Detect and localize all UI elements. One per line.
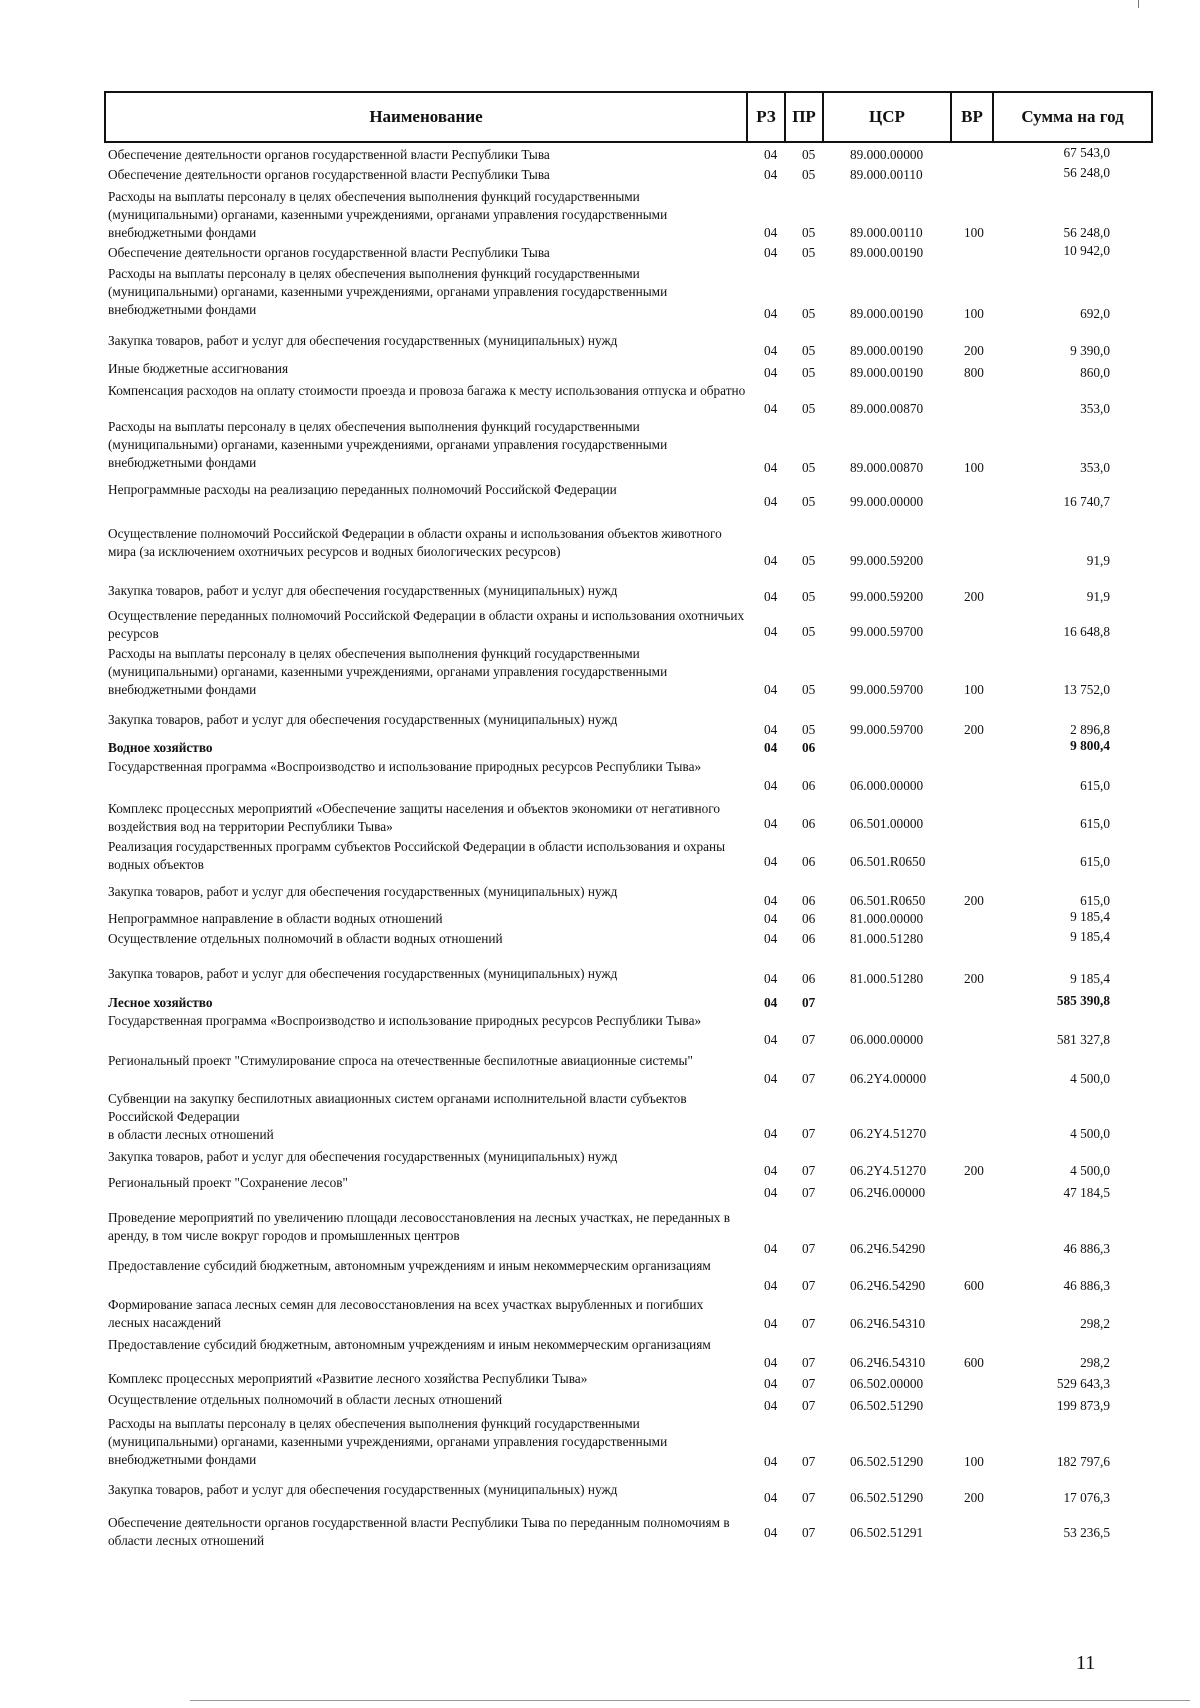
- row-sum: 529 643,3: [1056, 1376, 1110, 1391]
- row-rz: 04: [764, 553, 778, 568]
- row-sum: 56 248,0: [1063, 225, 1110, 240]
- row-rz: 04: [764, 589, 778, 604]
- row-name: Закупка товаров, работ и услуг для обеспечения государственных (муниципальных) нужд: [108, 1482, 618, 1497]
- row-rz: 04: [764, 816, 778, 831]
- header-name: Наименование: [106, 93, 748, 141]
- row-pr: 07: [802, 1126, 816, 1141]
- row-vr: 800: [964, 365, 984, 380]
- row-rz: 04: [764, 1376, 778, 1391]
- row-sum: 56 248,0: [1063, 165, 1110, 180]
- row-rz: 04: [764, 624, 778, 639]
- row-sum: 16 648,8: [1063, 624, 1110, 639]
- row-pr: 06: [802, 911, 816, 926]
- row-rz: 04: [764, 778, 778, 793]
- row-vr: 600: [964, 1355, 984, 1370]
- row-csr: 89.000.00870: [850, 460, 924, 475]
- row-name: Непрограммное направление в области водных отношений: [108, 911, 443, 926]
- row-csr: 06.2Y4.51270: [850, 1163, 927, 1178]
- row-name: Проведение мероприятий по увеличению площади лесовосстановления на лесных участках, не переданных в аренду, в том числе вокруг городов и промышленных центров: [108, 1210, 731, 1243]
- row-pr: 05: [802, 245, 816, 260]
- row-pr: 07: [802, 1185, 816, 1200]
- row-rz: 04: [764, 460, 778, 475]
- row-csr: 81.000.51280: [850, 971, 924, 986]
- row-pr: 07: [802, 1525, 816, 1540]
- row-sum: 17 076,3: [1063, 1490, 1110, 1505]
- row-name: Непрограммные расходы на реализацию переданных полномочий Российской Федерации: [108, 482, 617, 497]
- row-vr: 100: [964, 1454, 984, 1469]
- row-pr: 06: [802, 778, 816, 793]
- row-name: Государственная программа «Воспроизводство и использование природных ресурсов Республики Тыва»: [108, 1013, 702, 1028]
- row-csr: 89.000.00190: [850, 365, 924, 380]
- row-sum: 46 886,3: [1063, 1241, 1110, 1256]
- row-csr: 89.000.00190: [850, 245, 924, 260]
- header-rz: РЗ: [748, 93, 786, 141]
- row-csr: 06.2Y4.51270: [850, 1126, 927, 1141]
- row-name: Предоставление субсидий бюджетным, автономным учреждениям и иным некоммерческим организациям: [108, 1258, 711, 1273]
- row-pr: 05: [802, 401, 816, 416]
- row-csr: 06.000.00000: [850, 778, 924, 793]
- row-rz: 04: [764, 1278, 778, 1293]
- row-sum: 10 942,0: [1063, 243, 1110, 258]
- row-csr: 06.2Ч6.54310: [850, 1316, 926, 1331]
- row-rz: 04: [764, 147, 778, 162]
- row-csr: 06.000.00000: [850, 1032, 924, 1047]
- row-pr: 07: [802, 1278, 816, 1293]
- row-rz: 04: [764, 245, 778, 260]
- row-csr: 99.000.59200: [850, 589, 924, 604]
- row-pr: 07: [802, 1163, 816, 1178]
- row-rz: 04: [764, 1525, 778, 1540]
- row-pr: 06: [802, 740, 816, 755]
- row-sum: 298,2: [1080, 1316, 1110, 1331]
- row-name: Иные бюджетные ассигнования: [108, 361, 289, 376]
- row-sum: 91,9: [1086, 553, 1110, 568]
- row-name: Расходы на выплаты персоналу в целях обеспечения выполнения функций государственными (муниципальными) органами, казенными учреждениями, органами управления государственными внебюджетными фондами: [108, 266, 668, 317]
- row-rz: 04: [764, 401, 778, 416]
- row-name: Комплекс процессных мероприятий «Развитие лесного хозяйства Республики Тыва»: [108, 1371, 588, 1386]
- row-csr: 99.000.59700: [850, 722, 924, 737]
- row-sum: 9 390,0: [1070, 343, 1110, 358]
- row-name: Осуществление полномочий Российской Федерации в области охраны и использования объектов животного мира (за исключением охотничьих ресурсов и водных биологических ресурсов): [108, 526, 722, 559]
- row-rz: 04: [764, 225, 778, 240]
- row-csr: 89.000.00190: [850, 343, 924, 358]
- row-rz: 04: [764, 995, 778, 1010]
- row-pr: 06: [802, 893, 816, 908]
- header-sum: Сумма на год: [1021, 107, 1124, 126]
- row-csr: 06.502.51291: [850, 1525, 924, 1540]
- row-name: Закупка товаров, работ и услуг для обеспечения государственных (муниципальных) нужд: [108, 966, 618, 981]
- row-csr: 99.000.59700: [850, 624, 924, 639]
- row-csr: 89.000.00110: [850, 167, 923, 182]
- row-csr: 99.000.59700: [850, 682, 924, 697]
- row-pr: 05: [802, 225, 816, 240]
- row-csr: 89.000.00870: [850, 401, 924, 416]
- row-csr: 06.2Ч6.54290: [850, 1278, 926, 1293]
- row-rz: 04: [764, 167, 778, 182]
- row-csr: 06.502.51290: [850, 1490, 924, 1505]
- row-name: Обеспечение деятельности органов государственной власти Республики Тыва по переданным полномочиям в области лесных отношений: [108, 1515, 730, 1548]
- row-name: Обеспечение деятельности органов государственной власти Республики Тыва: [108, 245, 550, 260]
- row-pr: 07: [802, 1376, 816, 1391]
- row-sum: 860,0: [1080, 365, 1110, 380]
- row-pr: 05: [802, 167, 816, 182]
- row-pr: 05: [802, 365, 816, 380]
- row-sum: 615,0: [1080, 778, 1110, 793]
- row-csr: 99.000.00000: [850, 494, 924, 509]
- row-sum: 47 184,5: [1063, 1185, 1110, 1200]
- row-name: Осуществление отдельных полномочий в области водных отношений: [108, 931, 503, 946]
- row-rz: 04: [764, 1398, 778, 1413]
- row-sum: 91,9: [1086, 589, 1110, 604]
- row-sum: 298,2: [1080, 1355, 1110, 1370]
- row-sum: 692,0: [1080, 306, 1110, 321]
- row-pr: 05: [802, 343, 816, 358]
- row-csr: 06.2Ч6.00000: [850, 1185, 926, 1200]
- row-csr: 06.2Ч6.54290: [850, 1241, 926, 1256]
- row-sum: 2 896,8: [1070, 722, 1110, 737]
- row-pr: 05: [802, 460, 816, 475]
- row-name: Осуществление отдельных полномочий в области лесных отношений: [108, 1392, 503, 1407]
- row-rz: 04: [764, 1126, 778, 1141]
- row-pr: 05: [802, 682, 816, 697]
- row-name: Формирование запаса лесных семян для лесовосстановления на всех участках вырубленных и погибших лесных насаждений: [108, 1297, 704, 1330]
- row-sum: 182 797,6: [1056, 1454, 1110, 1469]
- row-rz: 04: [764, 1071, 778, 1086]
- row-rz: 04: [764, 306, 778, 321]
- row-sum: 581 327,8: [1056, 1032, 1110, 1047]
- row-vr: 200: [964, 1490, 984, 1505]
- row-sum: 615,0: [1080, 816, 1110, 831]
- row-name: Закупка товаров, работ и услуг для обеспечения государственных (муниципальных) нужд: [108, 583, 618, 598]
- row-pr: 05: [802, 147, 816, 162]
- row-name: Лесное хозяйство: [108, 995, 213, 1010]
- row-pr: 07: [802, 1398, 816, 1413]
- row-sum: 67 543,0: [1063, 145, 1110, 160]
- row-rz: 04: [764, 1163, 778, 1178]
- row-name: Реализация государственных программ субъектов Российской Федерации в области использования и охраны водных объектов: [108, 839, 726, 872]
- row-csr: 06.502.00000: [850, 1376, 924, 1391]
- row-csr: 06.2Y4.00000: [850, 1071, 927, 1086]
- row-name: Государственная программа «Воспроизводство и использование природных ресурсов Республики Тыва»: [108, 759, 702, 774]
- page-number: 11: [1076, 1652, 1096, 1674]
- row-name: Закупка товаров, работ и услуг для обеспечения государственных (муниципальных) нужд: [108, 333, 618, 348]
- row-sum: 13 752,0: [1063, 682, 1110, 697]
- row-rz: 04: [764, 365, 778, 380]
- row-pr: 07: [802, 1355, 816, 1370]
- header-pr: ПР: [786, 93, 824, 141]
- row-vr: 200: [964, 722, 984, 737]
- row-rz: 04: [764, 893, 778, 908]
- row-csr: 99.000.59200: [850, 553, 924, 568]
- row-pr: 06: [802, 971, 816, 986]
- row-rz: 04: [764, 1032, 778, 1047]
- row-pr: 05: [802, 722, 816, 737]
- header-csr: ЦСР: [824, 93, 952, 141]
- row-rz: 04: [764, 343, 778, 358]
- row-rz: 04: [764, 722, 778, 737]
- row-vr: 100: [964, 225, 984, 240]
- row-rz: 04: [764, 1355, 778, 1370]
- row-name: Расходы на выплаты персоналу в целях обеспечения выполнения функций государственными (муниципальными) органами, казенными учреждениями, органами управления государственными внебюджетными фондами: [108, 189, 668, 240]
- row-rz: 04: [764, 494, 778, 509]
- row-vr: 200: [964, 343, 984, 358]
- row-pr: 07: [802, 1071, 816, 1086]
- row-sum: 4 500,0: [1070, 1071, 1110, 1086]
- row-rz: 04: [764, 740, 778, 755]
- row-name: Обеспечение деятельности органов государственной власти Республики Тыва: [108, 147, 550, 162]
- row-sum: 9 800,4: [1070, 738, 1110, 753]
- row-sum: 4 500,0: [1070, 1126, 1110, 1141]
- row-csr: 06.502.51290: [850, 1454, 924, 1469]
- row-vr: 100: [964, 460, 984, 475]
- row-sum: 16 740,7: [1063, 494, 1110, 509]
- row-sum: 46 886,3: [1063, 1278, 1110, 1293]
- row-name: Закупка товаров, работ и услуг для обеспечения государственных (муниципальных) нужд: [108, 1149, 618, 1164]
- row-name: Региональный проект "Стимулирование спроса на отечественные беспилотные авиационные системы": [108, 1053, 693, 1068]
- row-rz: 04: [764, 682, 778, 697]
- row-pr: 07: [802, 1454, 816, 1469]
- row-name: Закупка товаров, работ и услуг для обеспечения государственных (муниципальных) нужд: [108, 884, 618, 899]
- row-name: Расходы на выплаты персоналу в целях обеспечения выполнения функций государственными (муниципальными) органами, казенными учреждениями, органами управления государственными внебюджетными фондами: [108, 646, 668, 697]
- row-pr: 05: [802, 589, 816, 604]
- scan-edge-line: [190, 1700, 1190, 1701]
- row-vr: 200: [964, 893, 984, 908]
- row-name: Водное хозяйство: [108, 740, 213, 755]
- row-name: Осуществление переданных полномочий Российской Федерации в области охраны и использования охотничьих ресурсов: [108, 608, 745, 641]
- row-sum: 615,0: [1080, 854, 1110, 869]
- row-name: Комплекс процессных мероприятий «Обеспечение защиты населения и объектов экономики от негативного воздействия вод на территории Республики Тыва»: [108, 801, 720, 834]
- row-sum: 353,0: [1080, 401, 1110, 416]
- row-vr: 200: [964, 589, 984, 604]
- row-sum: 53 236,5: [1063, 1525, 1110, 1540]
- row-sum: 353,0: [1080, 460, 1110, 475]
- row-rz: 04: [764, 931, 778, 946]
- row-pr: 05: [802, 306, 816, 321]
- row-csr: 06.501.R0650: [850, 854, 926, 869]
- row-csr: 89.000.00110: [850, 225, 923, 240]
- row-pr: 06: [802, 816, 816, 831]
- row-csr: 81.000.00000: [850, 911, 924, 926]
- row-csr: 06.502.51290: [850, 1398, 924, 1413]
- header-vr: ВР: [952, 93, 994, 141]
- row-vr: 100: [964, 682, 984, 697]
- row-rz: 04: [764, 911, 778, 926]
- row-pr: 07: [802, 1316, 816, 1331]
- row-rz: 04: [764, 1316, 778, 1331]
- row-pr: 07: [802, 1241, 816, 1256]
- row-pr: 05: [802, 553, 816, 568]
- row-pr: 05: [802, 624, 816, 639]
- row-vr: 200: [964, 1163, 984, 1178]
- row-sum: 199 873,9: [1056, 1398, 1110, 1413]
- row-name: Региональный проект "Сохранение лесов": [108, 1175, 348, 1190]
- row-csr: 89.000.00190: [850, 306, 924, 321]
- row-rz: 04: [764, 1241, 778, 1256]
- row-csr: 06.2Ч6.54310: [850, 1355, 926, 1370]
- row-rz: 04: [764, 1490, 778, 1505]
- row-rz: 04: [764, 1454, 778, 1469]
- row-csr: 06.501.R0650: [850, 893, 926, 908]
- row-name: Обеспечение деятельности органов государственной власти Республики Тыва: [108, 167, 550, 182]
- row-name: Компенсация расходов на оплату стоимости проезда и провоза багажа к месту использования отпуска и обратно: [108, 383, 746, 398]
- row-vr: 200: [964, 971, 984, 986]
- row-sum: 9 185,4: [1070, 971, 1110, 986]
- row-name: Расходы на выплаты персоналу в целях обеспечения выполнения функций государственными (муниципальными) органами, казенными учреждениями, органами управления государственными внебюджетными фондами: [108, 419, 668, 470]
- row-vr: 100: [964, 306, 984, 321]
- row-name: Субвенции на закупку беспилотных авиационных систем органами исполнительной власти субъектов Российской Федерации в области лесных отношений: [108, 1091, 687, 1142]
- row-pr: 05: [802, 494, 816, 509]
- row-csr: 06.501.00000: [850, 816, 924, 831]
- row-pr: 07: [802, 1490, 816, 1505]
- row-sum: 585 390,8: [1056, 993, 1110, 1008]
- row-sum: 4 500,0: [1070, 1163, 1110, 1178]
- row-csr: 81.000.51280: [850, 931, 924, 946]
- row-vr: 600: [964, 1278, 984, 1293]
- row-pr: 07: [802, 1032, 816, 1047]
- row-pr: 06: [802, 854, 816, 869]
- row-name: Расходы на выплаты персоналу в целях обеспечения выполнения функций государственными (муниципальными) органами, казенными учреждениями, органами управления государственными внебюджетными фондами: [108, 1416, 668, 1467]
- row-rz: 04: [764, 854, 778, 869]
- row-pr: 06: [802, 931, 816, 946]
- row-csr: 89.000.00000: [850, 147, 924, 162]
- row-name: Предоставление субсидий бюджетным, автономным учреждениям и иным некоммерческим организациям: [108, 1337, 711, 1352]
- row-name: Закупка товаров, работ и услуг для обеспечения государственных (муниципальных) нужд: [108, 712, 618, 727]
- row-sum: 9 185,4: [1070, 929, 1110, 944]
- row-rz: 04: [764, 1185, 778, 1200]
- row-sum: 615,0: [1080, 893, 1110, 908]
- row-pr: 07: [802, 995, 816, 1010]
- row-rz: 04: [764, 971, 778, 986]
- row-sum: 9 185,4: [1070, 909, 1110, 924]
